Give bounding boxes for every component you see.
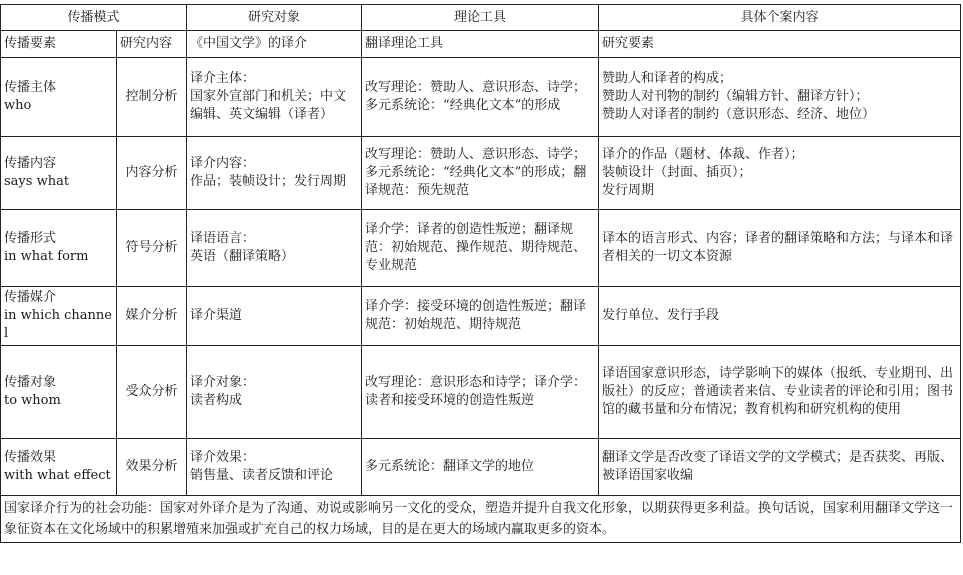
element-cn: 传播主体: [4, 80, 57, 95]
header-content: 具体个案内容: [599, 5, 961, 31]
table-row: [1, 287, 961, 346]
analysis-cell: 符号分析: [117, 210, 187, 287]
footer-row: [1, 496, 961, 543]
tool-cell: 改写理论：意识形态和诗学；译介学：读者和接受环境的创造性叛逆: [362, 346, 599, 439]
header-object: 研究对象: [187, 5, 362, 31]
object-cell: 译介对象： 读者构成: [187, 346, 362, 439]
analysis-cell: 效果分析: [117, 439, 187, 496]
subheader-content: 研究要素: [599, 31, 961, 58]
analysis-cell: 控制分析: [117, 58, 187, 137]
footer-note: 国家译介行为的社会功能：国家对外译介是为了沟通、劝说或影响另一文化的受众，塑造并提升自我文化形象，以期获得更多利益。换句话说，国家利用翻译文学这一象征资本在文化场域中的积累增殖来加强或扩充自己的权力场域，目的是在更大的场域内赢取更多的资本。: [1, 496, 961, 543]
subheader-object: 《中国文学》的译介: [187, 31, 362, 58]
analysis-cell: 媒介分析: [117, 287, 187, 346]
element-en: in what form: [4, 249, 89, 264]
table-row: [1, 137, 961, 210]
element-en: in which channel: [4, 308, 112, 341]
header-row: [1, 5, 961, 31]
communication-model-table: [0, 4, 961, 543]
tool-cell: 多元系统论：翻译文学的地位: [362, 439, 599, 496]
object-cell: 译语语言： 英语（翻译策略）: [187, 210, 362, 287]
table-row: [1, 210, 961, 287]
object-cell: 译介效果： 销售量、读者反馈和评论: [187, 439, 362, 496]
object-cell: 译介内容： 作品；装帧设计；发行周期: [187, 137, 362, 210]
analysis-cell: 受众分析: [117, 346, 187, 439]
subheader-tool: 翻译理论工具: [362, 31, 599, 58]
table-row: [1, 439, 961, 496]
element-cell: [1, 137, 117, 210]
table-row: [1, 346, 961, 439]
element-cell: [1, 439, 117, 496]
tool-cell: 改写理论：赞助人、意识形态、诗学；多元系统论：“经典化文本”的形成: [362, 58, 599, 137]
content-cell: 翻译文学是否改变了译语文学的文学模式；是否获奖、再版、被译语国家收编: [599, 439, 961, 496]
element-en: with what effect: [4, 468, 111, 483]
element-cn: 传播形式: [4, 231, 57, 246]
element-cell: [1, 287, 117, 346]
subheader-row: [1, 31, 961, 58]
element-en: says what: [4, 174, 70, 189]
object-cell: 译介渠道: [187, 287, 362, 346]
element-cell: [1, 346, 117, 439]
content-cell: 译本的语言形式、内容；译者的翻译策略和方法；与译本和译者相关的一切文本资源: [599, 210, 961, 287]
table-row: [1, 58, 961, 137]
content-cell: 赞助人和译者的构成； 赞助人对刊物的制约（编辑方针、翻译方针）； 赞助人对译者的制约（意识形态、经济、地位）: [599, 58, 961, 137]
tool-cell: 译介学：译者的创造性叛逆；翻译规范：初始规范、操作规范、期待规范、专业规范: [362, 210, 599, 287]
element-cn: 传播媒介: [4, 290, 57, 305]
content-cell: 译介的作品（题材、体裁、作者）； 装帧设计（封面、插页）； 发行周期: [599, 137, 961, 210]
element-cn: 传播内容: [4, 156, 57, 171]
header-tool: 理论工具: [362, 5, 599, 31]
tool-cell: 译介学：接受环境的创造性叛逆；翻译规范：初始规范、期待规范: [362, 287, 599, 346]
header-mode: 传播模式: [1, 5, 187, 31]
element-cn: 传播对象: [4, 375, 57, 390]
subheader-research: 研究内容: [117, 31, 187, 58]
element-cn: 传播效果: [4, 450, 57, 465]
object-cell: 译介主体： 国家外宣部门和机关；中文编辑、英文编辑（译者）: [187, 58, 362, 137]
element-cell: [1, 210, 117, 287]
analysis-cell: 内容分析: [117, 137, 187, 210]
element-cell: [1, 58, 117, 137]
tool-cell: 改写理论：赞助人、意识形态、诗学；多元系统论：“经典化文本”的形成；翻译规范：预先规范: [362, 137, 599, 210]
element-en: to whom: [4, 393, 61, 408]
element-en: who: [4, 98, 32, 113]
content-cell: 译语国家意识形态，诗学影响下的媒体（报纸、专业期刊、出版社）的反应；普通读者来信、专业读者的评论和引用；图书馆的藏书量和分布情况；教育机构和研究机构的使用: [599, 346, 961, 439]
content-cell: 发行单位、发行手段: [599, 287, 961, 346]
subheader-element: 传播要素: [1, 31, 117, 58]
